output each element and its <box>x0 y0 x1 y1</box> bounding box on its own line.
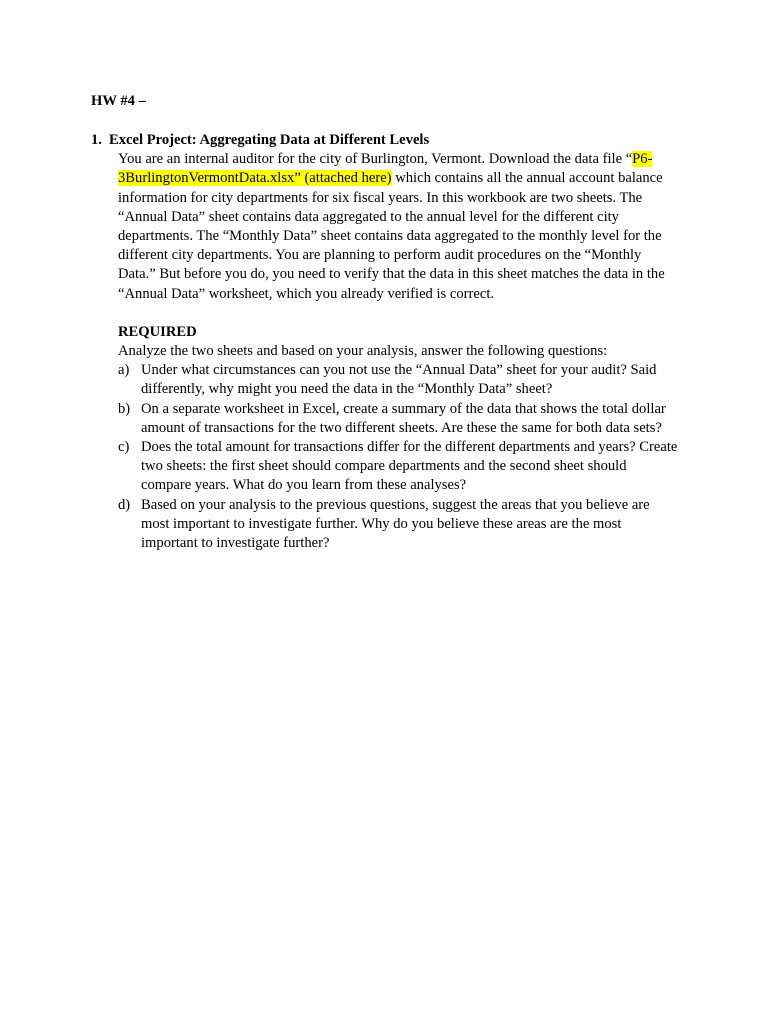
sub-question-list <box>91 361 681 553</box>
spacer <box>91 111 681 131</box>
highlighted-filename: P6-3BurlingtonVermontData.xlsx” (attached here) <box>118 151 653 187</box>
required-intro: Analyze the two sheets and based on your analysis, answer the following questions: <box>118 343 608 360</box>
sub-question-a <box>118 361 678 399</box>
sub-question-c <box>118 438 678 496</box>
sub-question-letter: d) <box>118 496 131 513</box>
homework-title: HW #4 – <box>91 93 146 109</box>
sub-question-letter: c) <box>118 439 130 456</box>
sub-question-text: Based on your analysis to the previous questions, suggest the areas that you believe are most important to investigate further. Why do you believe these areas are the most important to investigate further? <box>141 496 650 552</box>
intro-text-before: You are an internal auditor for the city of Burlington, Vermont. Download the data file “ <box>118 151 633 168</box>
sub-question-text: Under what circumstances can you not use the “Annual Data” sheet for your audit? Said differently, why might you need the data in the “Monthly Data” sheet? <box>141 362 657 398</box>
sub-question-text: Does the total amount for transactions differ for the different departments and years? Create two sheets: the first sheet should compare departments and the second sheet should compare years. What do you learn from these analyses? <box>141 439 678 494</box>
question-number: 1. <box>91 132 102 148</box>
sub-question-b <box>118 400 678 438</box>
question-title: Excel Project: Aggregating Data at Different Levels <box>109 132 430 148</box>
sub-question-letter: a) <box>118 362 130 379</box>
question-intro <box>118 150 678 304</box>
document-page <box>91 92 681 553</box>
sub-question-letter: b) <box>118 400 131 417</box>
question-1 <box>91 131 681 553</box>
sub-question-text: On a separate worksheet in Excel, create a summary of the data that shows the total dollar amount of transactions for the two different sheets. Are these the same for both data sets? <box>141 400 666 436</box>
intro-text-after: which contains all the annual account balance information for city departments for six fiscal years. In this workbook are two sheets. The “Annual Data” sheet contains data aggregated to the annual level for the different city departments. The “Monthly Data” sheet contains data aggregated to the monthly level for the different city departments. You are planning to perform audit procedures on the “Monthly Data.” But before you do, you need to verify that the data in this sheet matches the data in the “Annual Data” worksheet, which you already verified is correct. <box>118 170 665 302</box>
question-heading <box>91 131 681 150</box>
sub-question-d <box>118 496 678 554</box>
required-heading: REQUIRED <box>118 323 197 340</box>
